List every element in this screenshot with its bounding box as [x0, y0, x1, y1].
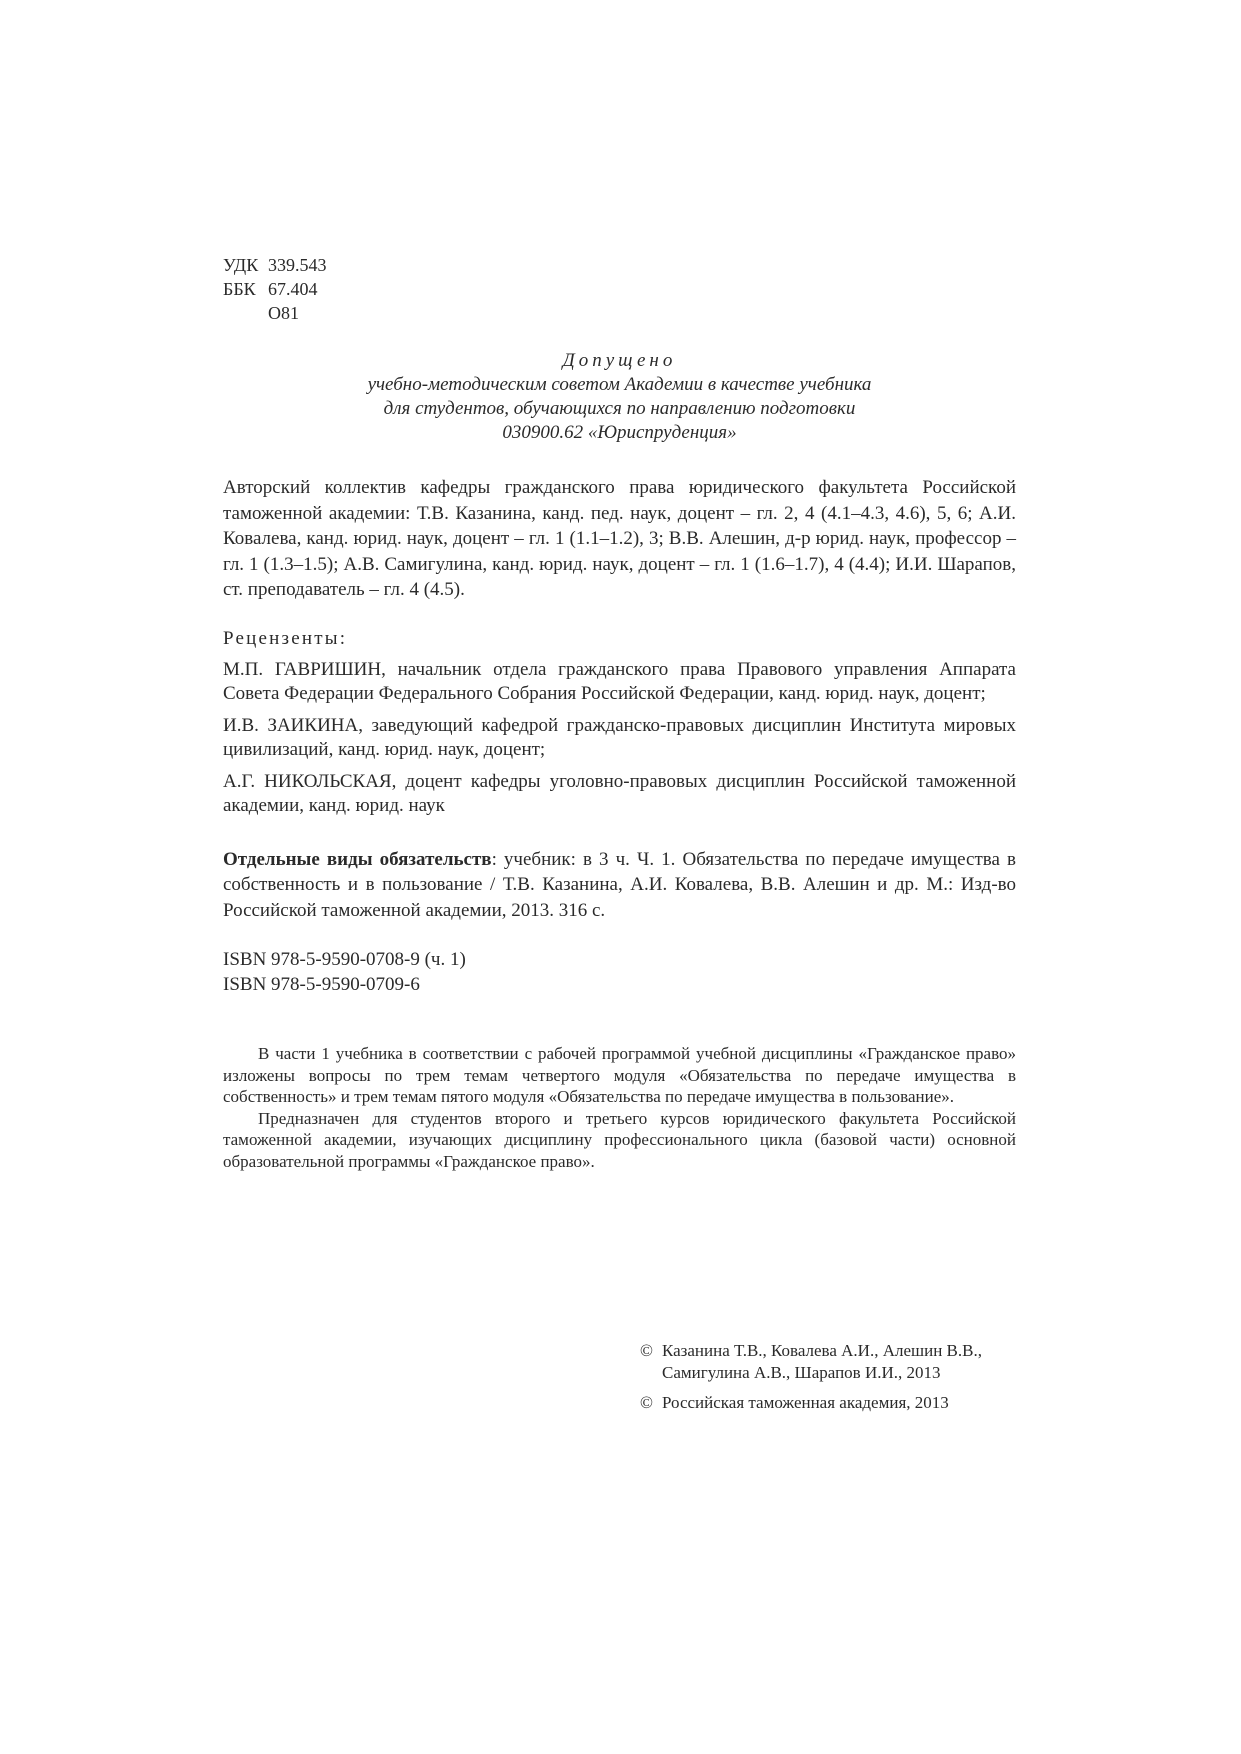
- book-title: Отдельные виды обязательств: [223, 848, 492, 870]
- title-page-verso: [223, 253, 1016, 1412]
- bibliographic-record: [223, 847, 1016, 924]
- approval-heading: Допущено: [562, 350, 677, 371]
- annotation-paragraph: Предназначен для студентов второго и третьего курсов юридического факультета Российской таможенной академии, изучающих дисциплину профессионального цикла (базовой части) основной образовательной программы «Гражданское право».: [223, 1108, 1016, 1171]
- isbn-block: [223, 947, 1016, 997]
- bbk-label: ББК: [223, 279, 256, 299]
- reviewer-item: А.Г. НИКОЛЬСКАЯ, доцент кафедры уголовно-правовых дисциплин Российской таможенной академии, канд. юрид. наук: [223, 770, 1016, 816]
- annotation-paragraph: В части 1 учебника в соответствии с рабочей программой учебной дисциплины «Гражданское право» изложены вопросы по трем темам четвертого модуля «Обязательства по передаче имущества в собственность» и трем темам пятого модуля «Обязательства по передаче имущества в пользование».: [223, 1044, 1016, 1106]
- approval-line: для студентов, обучающихся по направлению подготовки: [383, 398, 856, 419]
- author-mark-row: [223, 301, 1016, 325]
- isbn-line: ISBN 978-5-9590-0709-6: [223, 974, 420, 995]
- copyright-block: [640, 1340, 982, 1414]
- reviewer-item: И.В. ЗАИКИНА, заведующий кафедрой гражданско-правовых дисциплин Института мировых цивилизаций, канд. юрид. наук, доцент;: [223, 714, 1016, 760]
- bibliographic-details: : учебник: в 3 ч. Ч. 1. Обязательства по передаче имущества в собственность и в пользование / Т.В. Казанина, А.И. Ковалева, В.В. Алешин и др. М.: Изд-во Российской таможенной академии, 2013. 316 с.: [223, 848, 1016, 921]
- copyright-authors-text: [662, 1340, 982, 1384]
- bbk-row: [223, 277, 1016, 301]
- approval-line: 030900.62 «Юриспруденция»: [502, 422, 737, 443]
- bbk-value: 67.404: [268, 279, 318, 299]
- copyright-authors-line: Самигулина А.В., Шарапов И.И., 2013: [662, 1363, 941, 1382]
- authors-paragraph: Авторский коллектив кафедры гражданского права юридического факультета Российской таможенной академии: Т.В. Казанина, канд. пед. наук, доцент – гл. 2, 4 (4.1–4.3, 4.6), 5, 6; А.И. Ковалева, канд. юрид. наук, доцент – гл. 1 (1.1–1.2), 3; В.В. Алешин, д-р юрид. наук, профессор – гл. 1 (1.3–1.5); А.В. Самигулина, канд. юрид. наук, доцент – гл. 1 (1.6–1.7), 4 (4.4); И.И. Шарапов, ст. преподаватель – гл. 4 (4.5).: [223, 477, 1016, 600]
- classification-codes: [223, 253, 1016, 325]
- reviewer-item: М.П. ГАВРИШИН, начальник отдела гражданского права Правового управления Аппарата Совета Федерации Федерального Собрания Российской Федерации, канд. юрид. наук, доцент;: [223, 658, 1016, 704]
- udk-row: [223, 253, 1016, 277]
- isbn-line: ISBN 978-5-9590-0708-9 (ч. 1): [223, 949, 466, 970]
- udk-value: 339.543: [268, 255, 327, 275]
- copyright-icon: ©: [640, 1341, 653, 1360]
- annotation: [223, 1043, 1016, 1172]
- copyright-academy: [640, 1392, 982, 1414]
- copyright-authors-line: Казанина Т.В., Ковалева А.И., Алешин В.В.,: [662, 1341, 982, 1360]
- approval-line: учебно-методическим советом Академии в качестве учебника: [367, 374, 872, 395]
- reviewers-heading: Рецензенты:: [223, 627, 348, 649]
- author-mark: О81: [268, 303, 299, 323]
- approval-block: [223, 349, 1016, 445]
- copyright-academy-text: Российская таможенная академия, 2013: [662, 1393, 949, 1412]
- udk-label: УДК: [223, 255, 259, 275]
- copyright-authors: [640, 1340, 982, 1384]
- copyright-icon: ©: [640, 1393, 653, 1412]
